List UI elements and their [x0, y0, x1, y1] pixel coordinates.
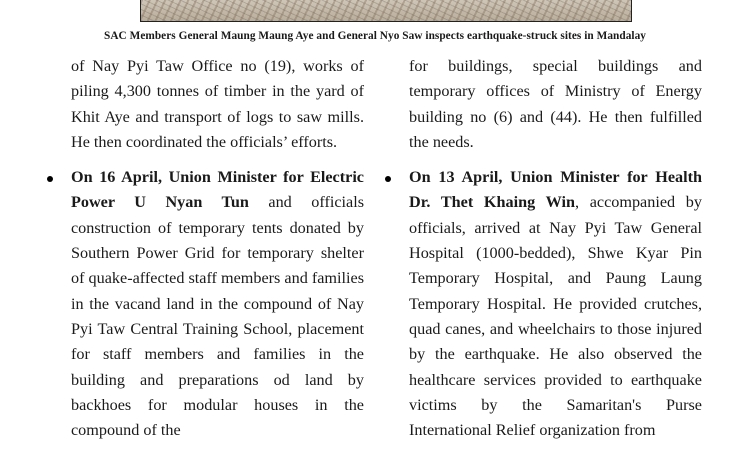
- list-item: [71, 165, 364, 443]
- article-column-left: [71, 54, 364, 443]
- bullet-icon: [385, 176, 391, 182]
- article-column-right: [409, 54, 702, 443]
- list-item-lead: On 16 April, Union Minister for Electric Power U Nyan Tun: [71, 168, 364, 212]
- continuation-paragraph: of Nay Pyi Taw Office no (19), works of piling 4,300 tonnes of timber in the yard of Khit Aye and transport of logs to saw mills. He then coordinated the officials’ efforts.: [71, 57, 364, 151]
- list-item: [409, 165, 702, 443]
- list-item-body: , accompanied by officials, arrived at Nay Pyi Taw General Hospital (1000-bedded), Shwe Kyar Pin Temporary Hospital, and Paung Laung Temporary Hospital. He provided crutches, quad canes, and wheelchairs to those injured by the earthquake. He also observed the healthcare services provided to earthquake victims by the Samaritan's Purse International Relief organization from: [409, 193, 702, 440]
- earthquake-site-photo: [140, 0, 632, 22]
- list-item-body: and officials construction of temporary tents donated by Southern Power Grid for temporary shelter of quake-affected staff members and families in the vacand land in the compound of Nay Pyi Taw Central Training School, placement for staff members and families in the building and preparations od land by backhoes for modular houses in the compound of the: [71, 193, 365, 440]
- photo-caption: SAC Members General Maung Maung Aye and General Nyo Saw inspects earthquake-struck sites in Mandalay: [103, 30, 647, 42]
- list-item-text: [71, 165, 364, 443]
- bullet-icon: [47, 176, 53, 182]
- continuation-paragraph: for buildings, special buildings and temporary offices of Ministry of Energy building no (6) and (44). He then fulfilled the needs.: [409, 57, 702, 151]
- list-item-text: [409, 165, 702, 443]
- list-item-lead: On 13 April, Union Minister for Health Dr. Thet Khaing Win: [409, 168, 702, 212]
